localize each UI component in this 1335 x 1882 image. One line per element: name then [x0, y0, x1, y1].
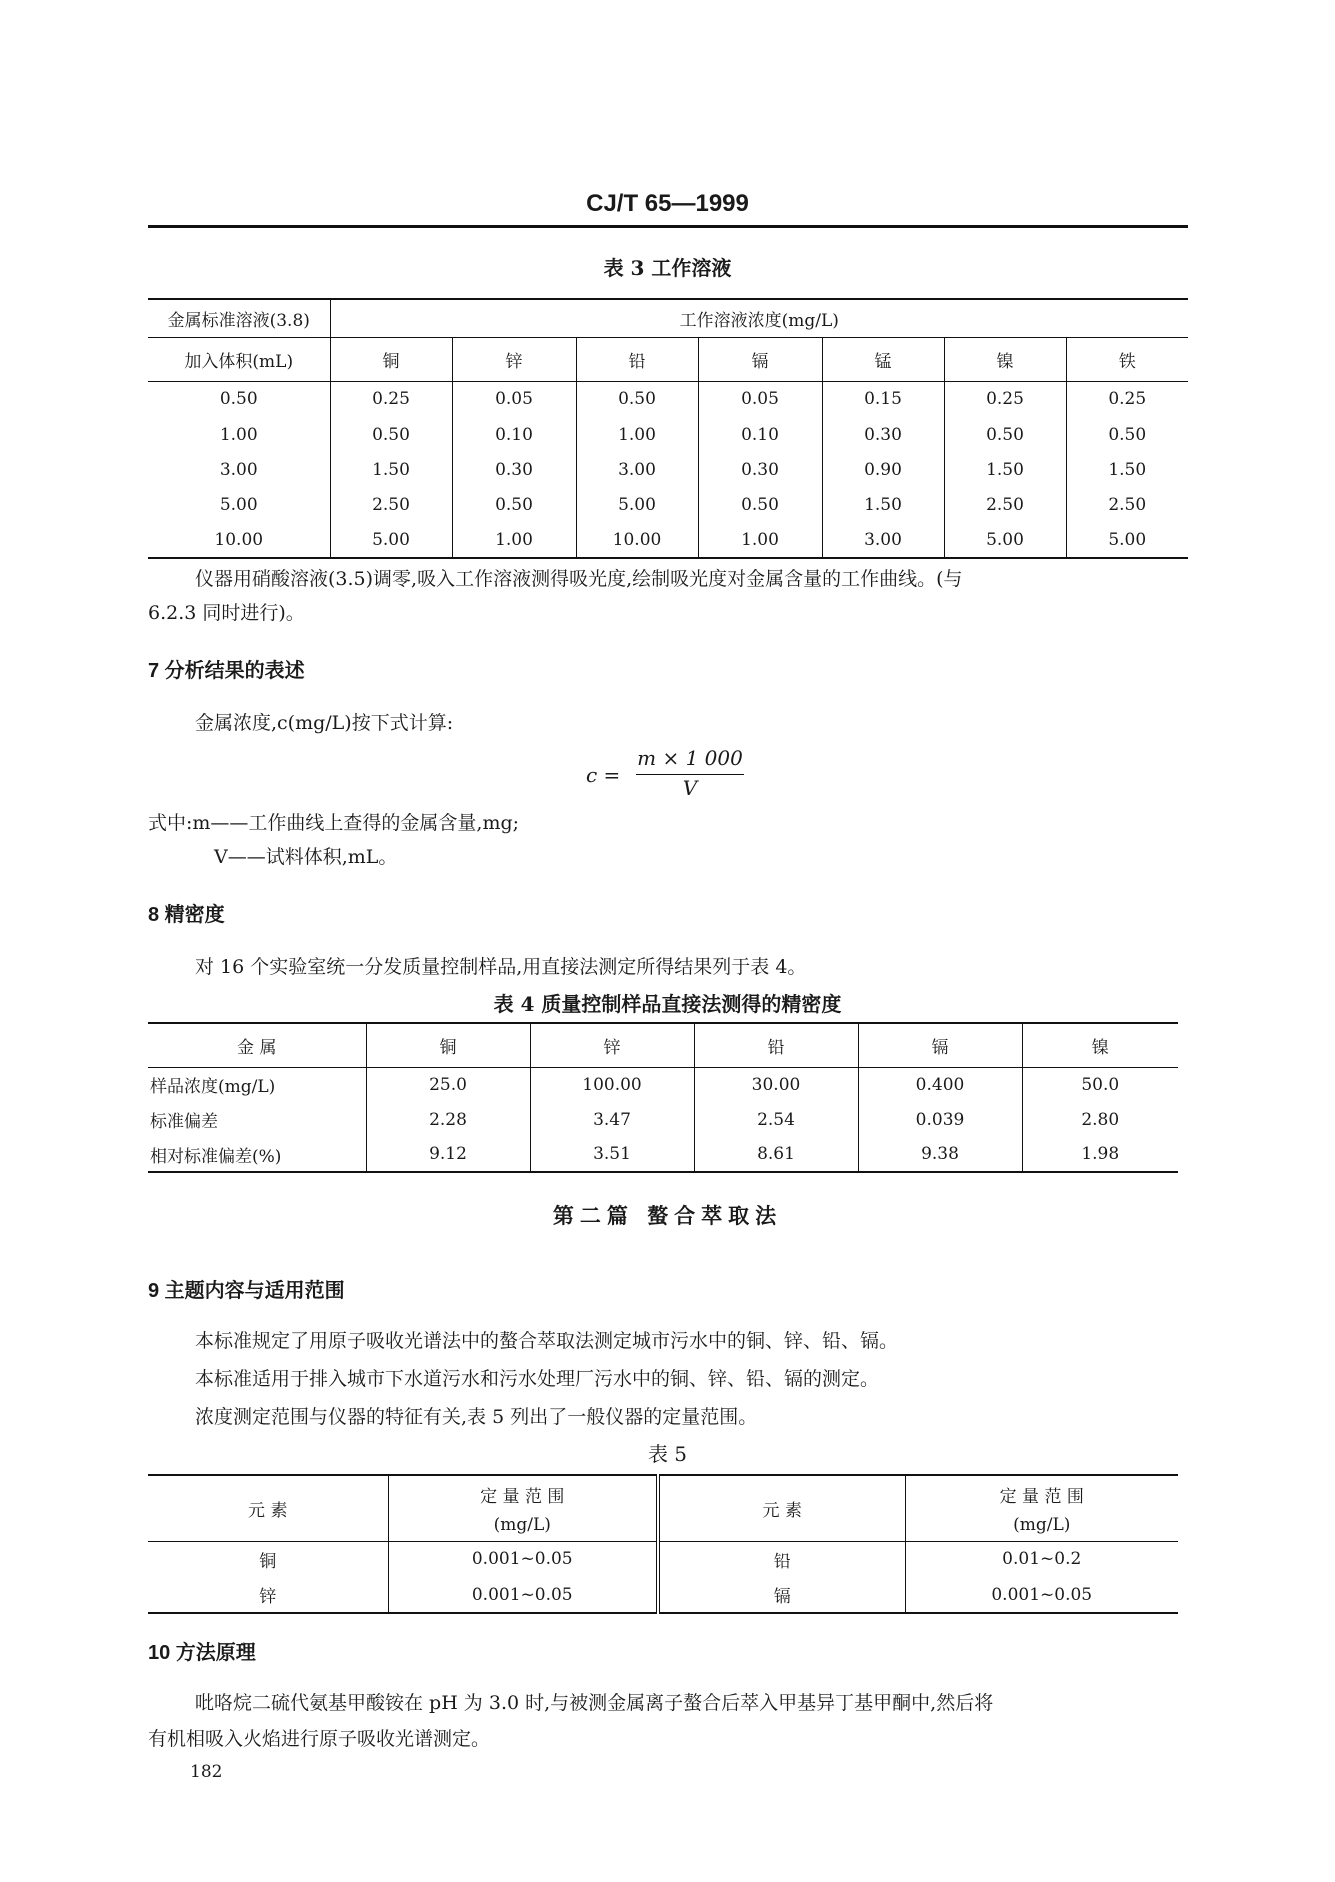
table3-cell: 0.50: [148, 381, 330, 417]
table3-cell: 5.00: [1066, 522, 1188, 558]
table4-head: 金 属: [148, 1023, 366, 1067]
table3-cell: 3.00: [822, 522, 944, 558]
paragraph-t3-line1: 仪器用硝酸溶液(3.5)调零,吸入工作溶液测得吸光度,绘制吸光度对金属含量的工作曲线。(与: [195, 568, 963, 590]
part2-title: 第二篇 螯合萃取法: [552, 1203, 783, 1228]
table4-cell: 2.54: [694, 1102, 858, 1137]
table4-head: 锌: [530, 1023, 694, 1067]
table4-cell: 3.47: [530, 1102, 694, 1137]
table4-row-label: 样品浓度(mg/L): [148, 1067, 366, 1102]
where-v: V——试料体积,mL。: [214, 846, 398, 868]
table4-head: 铅: [694, 1023, 858, 1067]
table3-col0-sub: 加入体积(mL): [148, 337, 330, 381]
table4-row-label: 相对标准偏差(%): [148, 1137, 366, 1172]
table5-cell: 0.001~0.05: [388, 1541, 658, 1577]
section7-intro: 金属浓度,c(mg/L)按下式计算:: [195, 712, 454, 734]
where-m: 式中:m——工作曲线上查得的金属含量,mg;: [148, 812, 520, 834]
table5-cell: 镉: [658, 1577, 905, 1613]
table3-cell: 0.25: [1108, 389, 1147, 410]
table4-cell: 8.61: [694, 1137, 858, 1172]
formula-fraction-bar: [636, 774, 744, 775]
table4-cell: 2.80: [1081, 1109, 1120, 1130]
table3-cell: 0.30: [822, 417, 944, 452]
table3-metal: 锌: [452, 337, 576, 381]
table5-head-element: 元 素: [148, 1475, 388, 1541]
paragraph-t3-line2: 6.2.3 同时进行)。: [148, 602, 305, 624]
table3-cell: 1.50: [330, 452, 452, 487]
section7-heading: 7 分析结果的表述: [148, 660, 305, 682]
table3-cell: 0.10: [698, 417, 822, 452]
table3-cell: 5.00: [944, 522, 1066, 558]
table3-cell: 10.00: [576, 522, 698, 558]
table5-head-range: [388, 1475, 658, 1541]
table3-cell: 1.00: [698, 522, 822, 558]
table4-cell: 30.00: [694, 1067, 858, 1102]
table4-cell: 50.0: [1081, 1074, 1120, 1095]
table3-cell: 1.00: [576, 417, 698, 452]
table3-cell: 0.05: [698, 381, 822, 417]
table3-cell: 0.90: [822, 452, 944, 487]
table3: [148, 298, 1188, 559]
table3-cell: 1.50: [1108, 459, 1147, 480]
table3-cell: 0.05: [452, 381, 576, 417]
table4-head: 铜: [366, 1023, 530, 1067]
table5-head-unit: (mg/L): [493, 1514, 551, 1535]
table3-cell: 2.50: [1108, 494, 1147, 515]
table4-caption: 表 4 质量控制样品直接法测得的精密度: [493, 992, 842, 1016]
table4-cell: 9.12: [366, 1137, 530, 1172]
table4-cell: 9.38: [858, 1137, 1022, 1172]
table4: [148, 1022, 1178, 1173]
table4-cell: 2.28: [366, 1102, 530, 1137]
table3-cell: 0.50: [1108, 424, 1147, 445]
table4-cell: 0.400: [858, 1067, 1022, 1102]
section8-heading: 8 精密度: [148, 904, 225, 926]
section9-line2: 本标准适用于排入城市下水道污水和污水处理厂污水中的铜、锌、铅、镉的测定。: [195, 1368, 880, 1390]
table3-cell: 0.30: [698, 452, 822, 487]
section9-line3: 浓度测定范围与仪器的特征有关,表 5 列出了一般仪器的定量范围。: [195, 1406, 758, 1428]
table5-cell: 铜: [148, 1541, 388, 1577]
table5-cell: 0.001~0.05: [905, 1577, 1178, 1613]
table5-head-range: [905, 1475, 1178, 1541]
table5-cell: 锌: [148, 1577, 388, 1613]
table3-metal: 镍: [944, 337, 1066, 381]
table3-metal: 锰: [822, 337, 944, 381]
table5-head-range-label: 定 量 范 围: [999, 1486, 1084, 1507]
section10-heading: 10 方法原理: [148, 1642, 256, 1664]
table3-cell: 3.00: [576, 452, 698, 487]
table3-cell: 0.50: [330, 417, 452, 452]
table3-metal: 铜: [330, 337, 452, 381]
table3-cell: 2.50: [944, 487, 1066, 522]
table4-cell: 1.98: [1022, 1137, 1178, 1172]
table3-cell: 0.25: [944, 381, 1066, 417]
table3-cell: 0.30: [452, 452, 576, 487]
formula-denominator: V: [682, 776, 698, 800]
header-rule: [148, 225, 1188, 228]
table3-cell: 1.50: [944, 452, 1066, 487]
table3-cell: 0.50: [452, 487, 576, 522]
table4-cell: 0.039: [858, 1102, 1022, 1137]
section9-heading: 9 主题内容与适用范围: [148, 1280, 345, 1302]
table3-cell: 0.50: [698, 487, 822, 522]
table5-head-element: 元 素: [658, 1475, 905, 1541]
page-number: 182: [190, 1762, 223, 1782]
table3-cell: 5.00: [330, 522, 452, 558]
table3-cell: 0.10: [452, 417, 576, 452]
table3-cell: 1.00: [148, 417, 330, 452]
table5-cell: 0.01~0.2: [1002, 1549, 1082, 1570]
table4-cell: 3.51: [530, 1137, 694, 1172]
table3-cell: 1.00: [452, 522, 576, 558]
table3-cell: 2.50: [330, 487, 452, 522]
table5-caption: 表 5: [647, 1442, 688, 1466]
table3-cell: 1.50: [822, 487, 944, 522]
table3-cell: 3.00: [148, 452, 330, 487]
table3-cell: 0.50: [576, 381, 698, 417]
table3-cell: 0.25: [330, 381, 452, 417]
table3-cell: 10.00: [148, 522, 330, 558]
table4-cell: 100.00: [530, 1067, 694, 1102]
table4-row-label: 标准偏差: [148, 1102, 366, 1137]
table3-cell: 5.00: [576, 487, 698, 522]
table3-group-head: 工作溶液浓度(mg/L): [330, 299, 1188, 337]
table5: [148, 1474, 1178, 1614]
section10-line2: 有机相吸入火焰进行原子吸收光谱测定。: [148, 1728, 491, 1750]
table5-cell: 0.001~0.05: [388, 1577, 658, 1613]
table3-cell: 0.15: [822, 381, 944, 417]
formula-lhs: c =: [586, 763, 621, 787]
section10-line1: 吡咯烷二硫代氨基甲酸铵在 pH 为 3.0 时,与被测金属离子螯合后萃入甲基异丁基甲酮中,然后将: [195, 1692, 994, 1714]
table5-head-unit: (mg/L): [1013, 1514, 1071, 1535]
table3-metal: 铁: [1066, 337, 1188, 381]
table4-cell: 25.0: [366, 1067, 530, 1102]
table3-caption: 表 3 工作溶液: [603, 256, 732, 280]
table5-cell: 铅: [658, 1541, 905, 1577]
table4-head: 镍: [1022, 1023, 1178, 1067]
section9-line1: 本标准规定了用原子吸收光谱法中的螯合萃取法测定城市污水中的铜、锌、铅、镉。: [195, 1330, 899, 1352]
formula-numerator: m × 1 000: [637, 746, 743, 770]
table5-head-range-label: 定 量 范 围: [480, 1486, 565, 1507]
table4-head: 镉: [858, 1023, 1022, 1067]
table3-metal: 镉: [698, 337, 822, 381]
table3-cell: 5.00: [148, 487, 330, 522]
standard-code: CJ/T 65—1999: [586, 190, 749, 217]
table3-col0-head: 金属标准溶液(3.8): [148, 299, 330, 337]
table3-metal: 铅: [576, 337, 698, 381]
section8-text: 对 16 个实验室统一分发质量控制样品,用直接法测定所得结果列于表 4。: [195, 956, 807, 978]
table3-cell: 0.50: [944, 417, 1066, 452]
